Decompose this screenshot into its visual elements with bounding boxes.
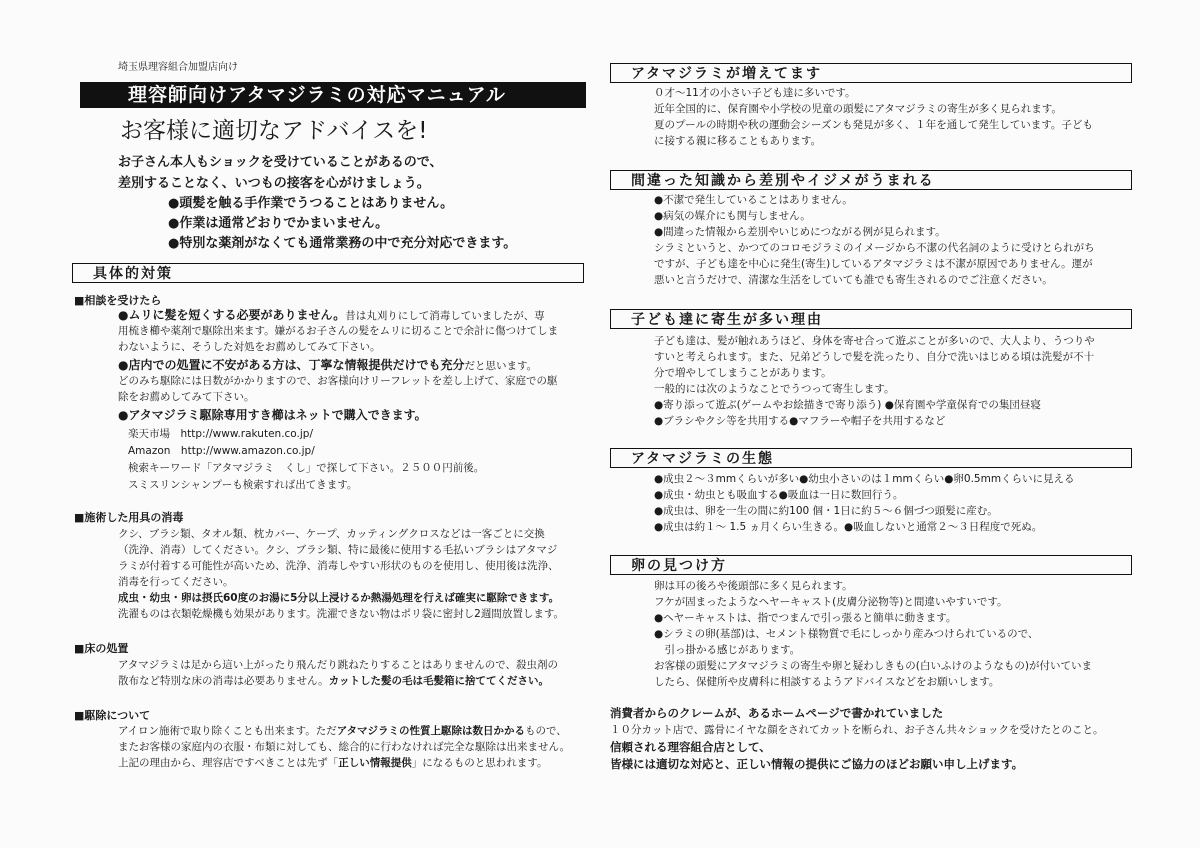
- tools-line-4: 消毒を行ってください。: [118, 576, 234, 588]
- ecology-line-2: ●成虫・幼虫とも吸血する●吸血は一日に数回行う。: [654, 489, 904, 501]
- increase-heading: アタマジラミが増えてます: [610, 63, 1132, 83]
- tools-line-2: （洗浄、消毒）してください。クシ、ブラシ類、特に最後に使用する毛払いブラシはアタマジ: [118, 544, 558, 556]
- children-line-4: 一般的には次のようなことでうつって寄生します。: [654, 383, 895, 395]
- ecology-heading: アタマジラミの生態: [610, 448, 1132, 468]
- misconception-line-6: 悪いと言うだけで、清潔な生活をしていても誰でも寄生されるのでご注意ください。: [654, 274, 1053, 286]
- children-line-1: 子ども達は、髪が触れあうほど、身体を寄せ合って遊ぶことが多いので、大人より、うつりや: [654, 335, 1095, 347]
- consult-p1-bold: ●ムリに髪を短くする必要がありません。: [118, 308, 346, 322]
- children-line-3: 分で増やしてしまうことがあります。: [654, 367, 832, 379]
- floor-line-1: アタマジラミは足から這い上がったり飛んだり跳ねたりすることはありませんので、殺虫剤の: [118, 659, 559, 671]
- measures-heading: 具体的対策: [72, 263, 584, 283]
- page-title: 理容師向けアタマジラミの対応マニュアル: [80, 82, 586, 108]
- closing-line-1: 消費者からのクレームが、あるホームページで書かれていました: [610, 706, 944, 720]
- consult-heading: ■相談を受けたら: [74, 294, 162, 307]
- increase-line-1: ０才～11才の小さい子ども達に多いです。: [654, 87, 856, 99]
- children-line-6: ●ブラシやクシ等を共用する●マフラーや帽子を共用するなど: [654, 415, 946, 427]
- shampoo-note: スミスリンシャンプーも検索すれば出てきます。: [128, 479, 358, 491]
- tools-last-line: 洗濯ものは衣類乾燥機も効果があります。洗濯できない物はポリ袋に密封し2週間放置します。: [118, 608, 564, 620]
- misconception-line-4: シラミというと、かつてのコロモジラミのイメージから不潔の代名詞のように受けとられがち: [654, 242, 1095, 254]
- consult-p2-rest: だと思います。: [464, 360, 538, 372]
- children-heading: 子ども達に寄生が多い理由: [610, 309, 1132, 329]
- increase-line-4: に接する親に移ることもあります。: [654, 135, 822, 147]
- eggs-heading: 卵の見つけ方: [610, 555, 1132, 575]
- increase-line-3: 夏のプールの時期や秋の運動会シーズンも発見が多く、１年を通して発生しています。子ども: [654, 119, 1093, 131]
- floor-line-2-bold: カットした髪の毛は毛髪箱に捨ててください。: [328, 675, 550, 687]
- ecology-line-3: ●成虫は、卵を一生の間に約100 個・1日に約５～６個づつ頭髪に産む。: [654, 505, 998, 517]
- misconception-line-2: ●病気の媒介にも関与しません。: [654, 210, 811, 222]
- children-line-5: ●寄り添って遊ぶ(ゲームやお絵描きで寄り添う) ●保育園や学童保育での集団昼寝: [654, 399, 1041, 411]
- audience-note: 埼玉県理容組合加盟店向け: [118, 62, 238, 73]
- removal-l3-bold: 正しい情報提供: [338, 757, 412, 769]
- consult-p2-bold: ●店内での処置に不安がある方は、丁寧な情報提供だけでも充分: [118, 358, 465, 372]
- tools-bold-line: 成虫・幼虫・卵は摂氏60度のお湯に5分以上浸けるか熱湯処理を行えば確実に駆除できます。: [118, 592, 560, 604]
- misconception-line-3: ●間違った情報から差別やいじめにつながる例が見られます。: [654, 226, 946, 238]
- removal-l1a: アイロン施術で取り除くことも出来ます。ただ: [118, 725, 337, 737]
- intro-line-5: ●特別な薬剤がなくても通常業務の中で充分対応できます。: [168, 236, 517, 251]
- closing-line-4: 皆様には適切な対応と、正しい情報の提供にご協力のほどお願い申し上げます。: [610, 757, 1024, 771]
- consult-p1-l3: わないように、そうした対処をお薦めしてみて下さい。: [118, 341, 381, 353]
- eggs-line-7: したら、保健所や皮膚科に相談するようアドバイスなどをお願いします。: [654, 676, 1000, 688]
- floor-heading: ■床の処置: [74, 642, 129, 655]
- search-keyword: 検索キーワード「アタマジラミ くし」で探して下さい。２５００円前後。: [128, 462, 485, 474]
- eggs-line-5: 引っ掛かる感じがあります。: [654, 644, 801, 656]
- intro-line-3: ●頭髪を触る手作業でうつることはありません。: [168, 196, 454, 211]
- tools-line-3: ラミが付着する可能性が高いため、洗浄、消毒しやすい形状のものを使用し、使用後は洗浄、: [118, 560, 559, 572]
- misconception-line-1: ●不潔で発生していることはありません。: [654, 194, 853, 206]
- ecology-line-1: ●成虫２～３mmくらいが多い●幼虫小さいのは１mmくらい●卵0.5mmくらいに見える: [654, 473, 1075, 485]
- consult-p3-bold: ●アタマジラミ駆除専用すき櫛はネットで購入できます。: [118, 408, 427, 422]
- headline: お客様に適切なアドバイスを!: [120, 118, 428, 144]
- removal-l1b: もので、: [524, 725, 567, 737]
- children-line-2: すいと考えられます。また、兄弟どうしで髪を洗ったり、自分で洗いはじめる頃は洗髪が不十: [654, 351, 1095, 363]
- removal-l3b: 」になるものと思われます。: [411, 757, 548, 769]
- intro-line-2: 差別することなく、いつもの接客を心がけましょう。: [118, 176, 430, 191]
- consult-p1-rest: 昔は丸刈りにして消毒していましたが、専: [345, 310, 545, 322]
- consult-p2-l2: どのみち駆除には日数がかかりますので、お客様向けリーフレットを差し上げて、家庭での駆: [118, 375, 558, 387]
- consult-p2-l3: 除をお薦めしてみて下さい。: [118, 391, 255, 403]
- eggs-line-4: ●シラミの卵(基部)は、セメント様物質で毛にしっかり産みつけられているので、: [654, 628, 1039, 640]
- consult-p1-l2: 用梳き櫛や薬剤で駆除出来ます。嫌がるお子さんの髪をムリに切ることで余計に傷つけてしま: [118, 325, 559, 337]
- floor-line-2: 散布など特別な床の消毒は必要ありません。: [118, 675, 329, 687]
- link-rakuten[interactable]: 楽天市場 http://www.rakuten.co.jp/: [128, 428, 314, 440]
- misconception-line-5: ですが、子ども達を中心に発生(寄生)しているアタマジラミは不潔が原因でありません。運が: [654, 258, 1093, 270]
- intro-line-1: お子さん本人もショックを受けていることがあるので、: [118, 155, 443, 170]
- tools-heading: ■施術した用具の消毒: [74, 511, 184, 524]
- eggs-line-6: お客様の頭髪にアタマジラミの寄生や卵と疑わしきもの(白いふけのようなもの)が付いていま: [654, 660, 1092, 672]
- removal-l3a: 上記の理由から、理容店ですべきことは先ず「: [118, 757, 339, 769]
- removal-line-2: またお客様の家庭内の衣服・布類に対しても、総合的に行わなければ完全な駆除は出来ません。: [118, 741, 571, 753]
- intro-line-4: ●作業は通常どおりでかまいません。: [168, 216, 389, 231]
- eggs-line-2: フケが固まったようなヘヤーキャスト(皮膚分泌物等)と間違いやすいです。: [654, 596, 1008, 608]
- closing-line-3: 信頼される理容組合店として、: [610, 740, 771, 754]
- tools-line-1: クシ、ブラシ類、タオル類、枕カバー、ケープ、カッティングクロスなどは一客ごとに交換: [118, 528, 545, 540]
- increase-line-2: 近年全国的に、保育園や小学校の児童の頭髪にアタマジラミの寄生が多く見られます。: [654, 103, 1062, 115]
- ecology-line-4: ●成虫は約１～ 1.5 ヵ月くらい生きる。●吸血しないと通常２～３日程度で死ぬ。: [654, 521, 1043, 533]
- link-amazon[interactable]: Amazon http://www.amazon.co.jp/: [128, 445, 315, 457]
- removal-l1-bold: アタマジラミの性質上駆除は数日かかる: [336, 725, 525, 737]
- eggs-line-1: 卵は耳の後ろや後頭部に多く見られます。: [654, 580, 853, 592]
- removal-heading: ■駆除について: [74, 709, 151, 722]
- closing-line-2: １０分カット店で、露骨にイヤな顔をされてカットを断られ、お子さん共々ショックを受けたとのこと。: [610, 724, 1104, 736]
- eggs-line-3: ●ヘヤーキャストは、指でつまんで引っ張ると簡単に動きます。: [654, 612, 957, 624]
- misconception-heading: 間違った知識から差別やイジメがうまれる: [610, 170, 1132, 190]
